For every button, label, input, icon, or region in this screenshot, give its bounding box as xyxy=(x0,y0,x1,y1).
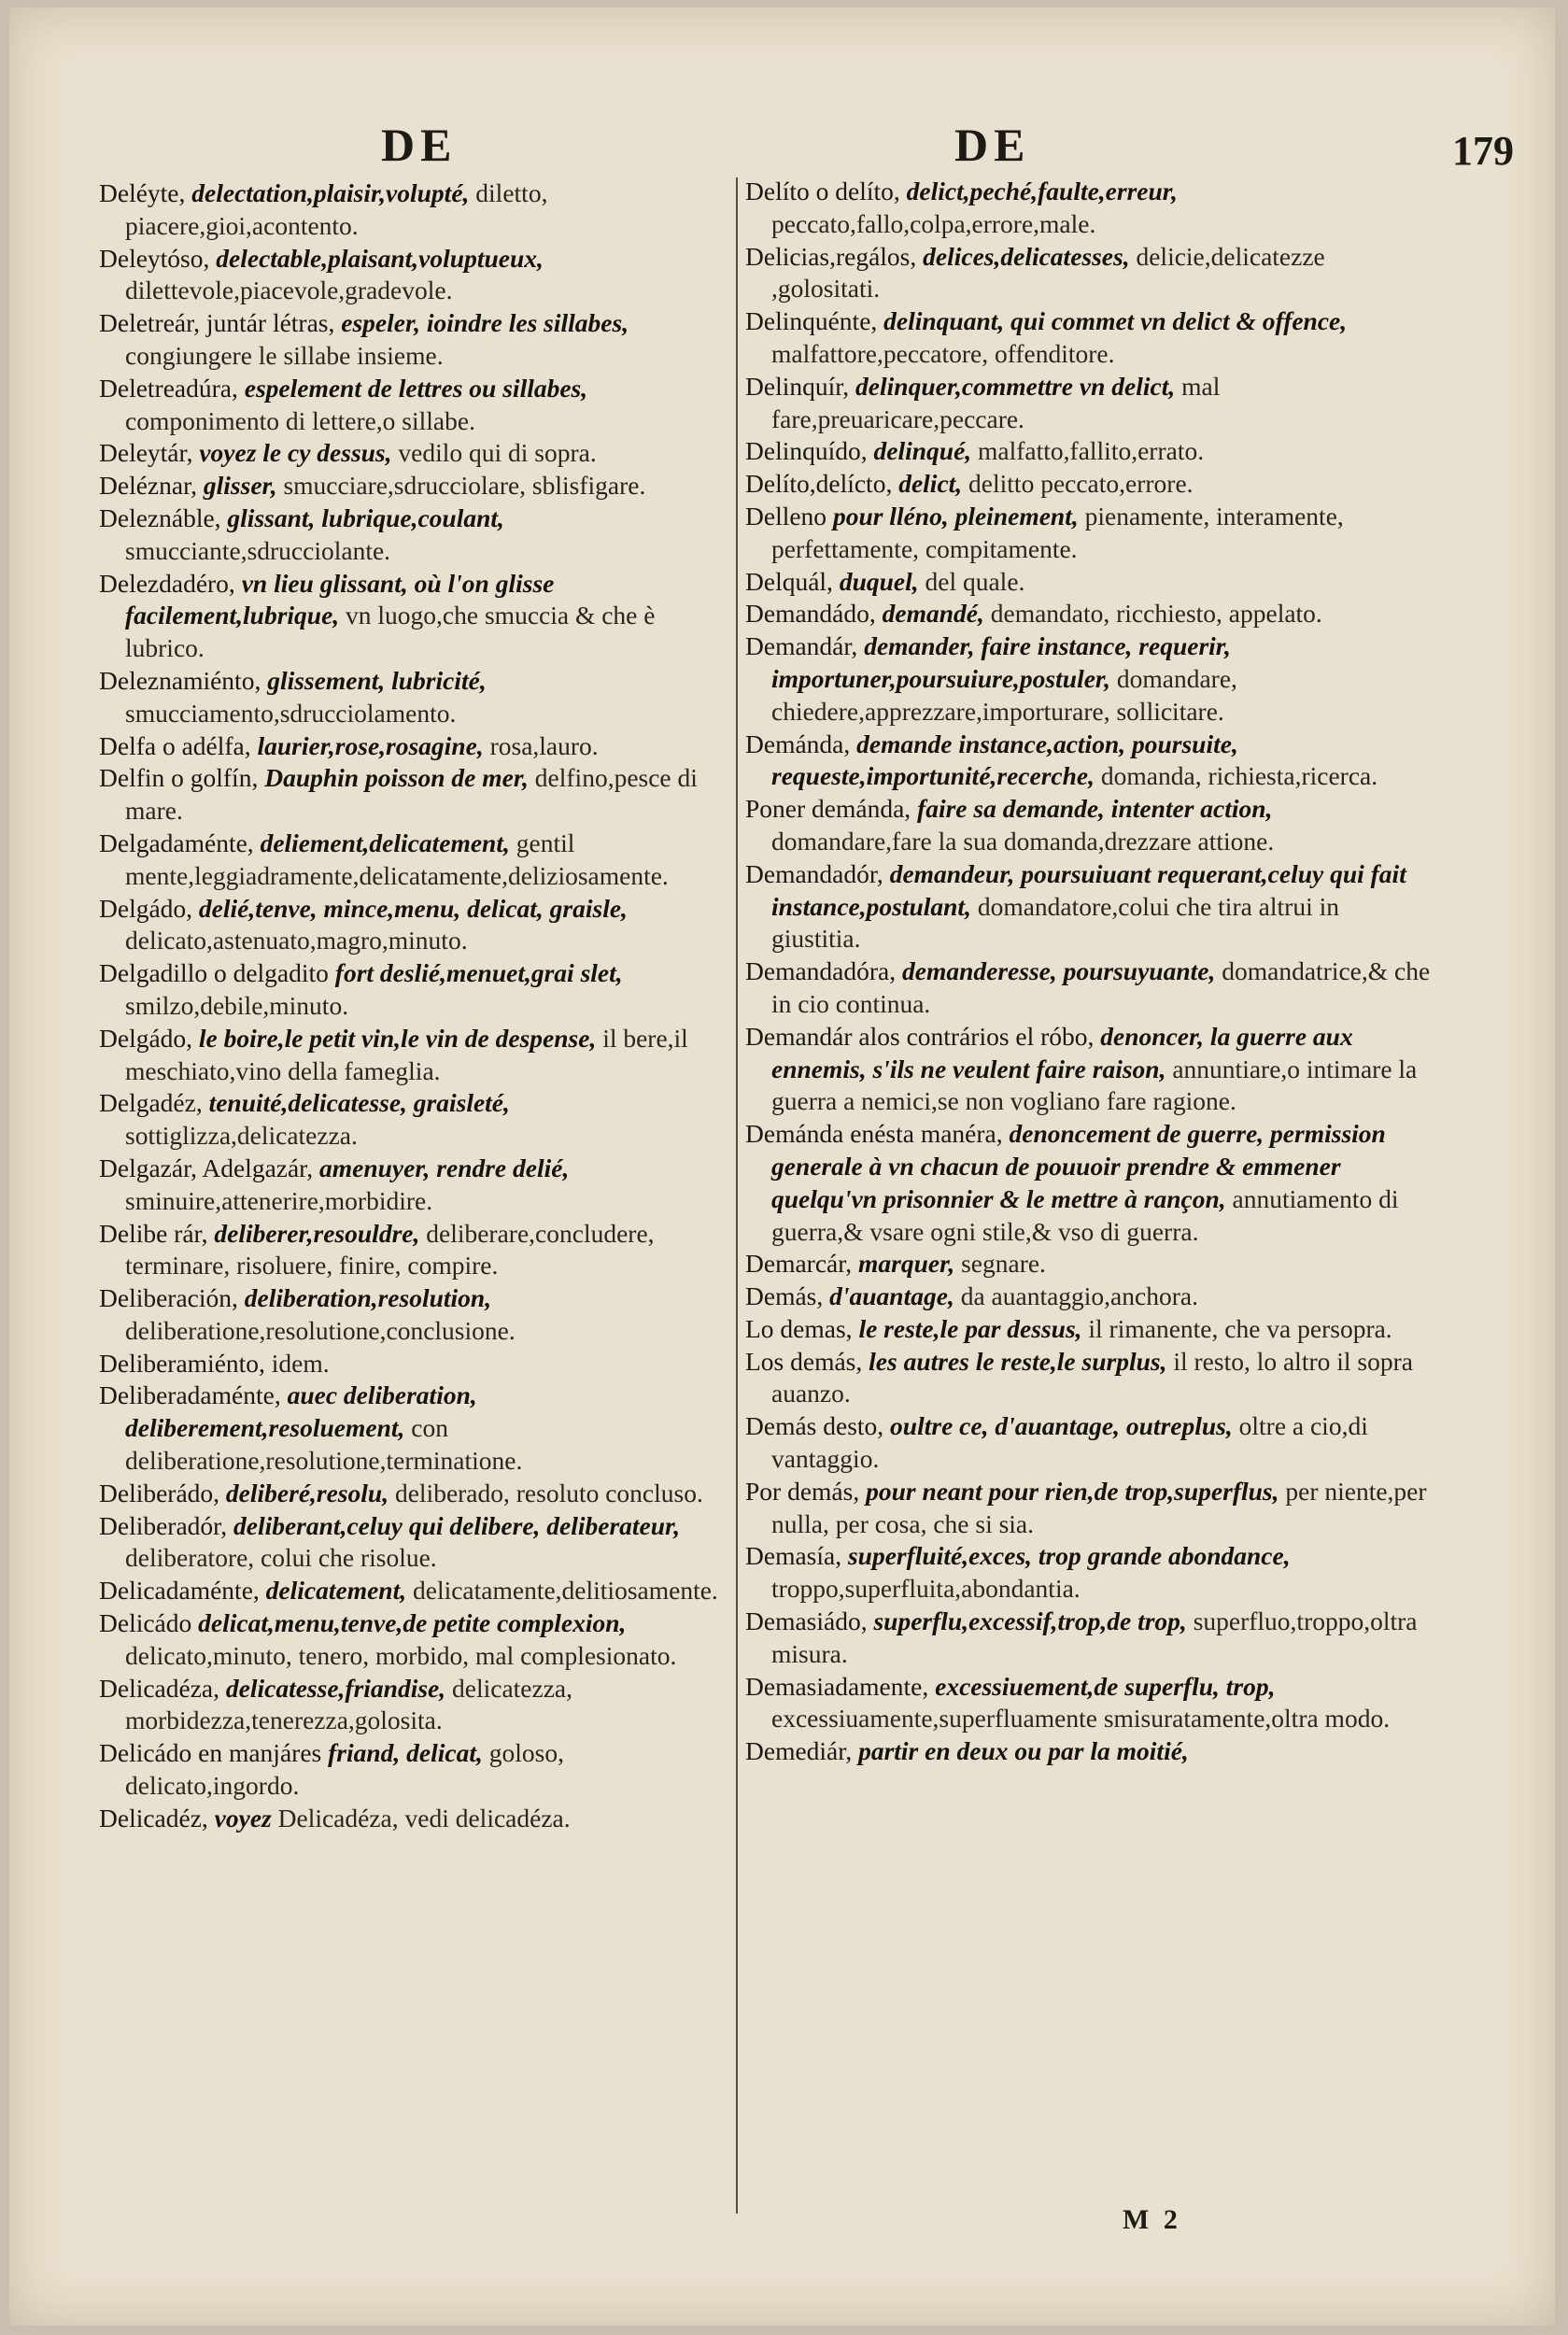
entry-headword: Delibe rár, xyxy=(99,1218,208,1248)
entry-italian: vedilo qui di sopra. xyxy=(398,438,597,468)
entry-headword: Deleznamiénto, xyxy=(99,665,261,695)
entry-french: demande instance,action, poursuite, requeste,importunité,recerche, xyxy=(771,729,1238,791)
entry-french: laurier,rose,rosagine, xyxy=(257,730,484,760)
entry-headword: Delfa o adélfa, xyxy=(99,730,251,760)
entry-french: delict, xyxy=(898,469,963,499)
entry-italian: annutiamento di guerra,& vsare ogni stile,& vso di guerra. xyxy=(771,1183,1399,1246)
entry-french: vn lieu glissant, où l'on glisse facilement,lubrique, xyxy=(125,568,555,630)
entry-french: deliberé,resolu, xyxy=(225,1478,389,1507)
dictionary-entry xyxy=(745,955,1432,1021)
entry-headword: Delinquír, xyxy=(745,371,850,401)
entry-french: les autres le reste,le surplus, xyxy=(869,1346,1167,1376)
entry-headword: Delicias,regálos, xyxy=(745,241,917,271)
entry-headword: Delgazár, Adelgazár, xyxy=(99,1153,314,1182)
entry-italian: delitto peccato,errore. xyxy=(968,469,1194,499)
entry-french: deliberer,resouldre, xyxy=(214,1218,420,1248)
entry-italian: superfluo,troppo,oltra misura. xyxy=(771,1606,1418,1668)
entry-french: delict,peché,faulte,erreur, xyxy=(906,177,1178,205)
entry-italian: domandare,fare la sua domanda,drezzare attione. xyxy=(771,826,1275,856)
dictionary-entry xyxy=(745,1313,1432,1346)
entry-italian: rosa,lauro. xyxy=(489,730,599,760)
entry-french: voyez le cy dessus, xyxy=(199,438,392,468)
page-number: 179 xyxy=(1452,128,1514,174)
entry-headword: Delicádo xyxy=(99,1608,192,1638)
dictionary-entry xyxy=(99,1737,727,1803)
entry-french: faire sa demande, intenter action, xyxy=(917,794,1273,824)
entry-french: superflu,excessif,trop,de trop, xyxy=(873,1606,1187,1636)
entry-italian: smucciamento,sdrucciolamento. xyxy=(125,698,457,728)
dictionary-entry xyxy=(745,305,1432,371)
dictionary-entry xyxy=(745,1281,1432,1313)
entry-italian: annuntiare,o intimare la guerra a nemici,se non vogliano fare ragione. xyxy=(771,1054,1418,1116)
entry-headword: Delinquído, xyxy=(745,436,868,466)
dictionary-entry xyxy=(99,307,727,373)
entry-headword: Demandadóra, xyxy=(745,956,897,986)
entry-italian: vn luogo,che smuccia & che è lubrico. xyxy=(125,601,656,663)
entry-french: friand, delicat, xyxy=(328,1738,483,1768)
entry-italian: domanda, richiesta,ricerca. xyxy=(1100,761,1378,791)
entry-headword: Deleznáble, xyxy=(99,502,221,532)
dictionary-entry xyxy=(99,1575,727,1607)
dictionary-entry xyxy=(99,373,727,438)
dictionary-entry xyxy=(745,1346,1432,1411)
entry-italian: malfattore,peccatore, offenditore. xyxy=(771,338,1115,368)
entry-french: deliement,delicatement, xyxy=(260,828,510,857)
entry-french: denoncement de guerre, permission generale à vn chacun de pouuoir prendre & emmener quelqu'vn prisonnier & le mettre à rançon, xyxy=(771,1119,1386,1213)
entry-headword: Deletreár, juntár létras, xyxy=(99,308,335,338)
entry-italian: malfatto,fallito,errato. xyxy=(978,436,1205,466)
entry-french: delinquant, qui commet vn delict & offence, xyxy=(883,306,1348,336)
entry-italian: delicie,delicatezze ,golositati. xyxy=(771,241,1325,304)
entry-french: delices,delicatesses, xyxy=(923,241,1130,271)
entry-french: oultre ce, d'auantage, outreplus, xyxy=(890,1411,1233,1441)
entry-french: delinqué, xyxy=(873,436,972,466)
entry-italian: Delicadéza, vedi delicadéza. xyxy=(277,1803,571,1833)
dictionary-entry xyxy=(745,241,1432,306)
entry-headword: Deleytóso, xyxy=(99,243,210,273)
entry-italian: deliberado, resoluto concluso. xyxy=(394,1478,703,1507)
entry-italian: delicatezza, morbidezza,tenerezza,golosita. xyxy=(125,1673,573,1735)
dictionary-entry xyxy=(99,762,727,828)
dictionary-entry xyxy=(745,630,1432,728)
entry-italian: demandato, ricchiesto, appelato. xyxy=(990,599,1322,629)
dictionary-entry xyxy=(99,730,727,763)
entry-italian: deliberatore, colui che risolue. xyxy=(125,1543,437,1573)
entry-headword: Deliberación, xyxy=(99,1283,238,1313)
dictionary-entry xyxy=(99,568,727,665)
entry-french: denoncer, la guerre aux ennemis, s'ils ne veulent faire raison, xyxy=(771,1021,1353,1083)
entry-french: delectation,plaisir,volupté, xyxy=(191,178,470,207)
dictionary-entry xyxy=(99,1087,727,1153)
entry-italian: delicatamente,delitiosamente. xyxy=(412,1576,718,1606)
entry-headword: Poner demánda, xyxy=(745,794,911,824)
entry-italian: sottiglizza,delicatezza. xyxy=(125,1121,358,1151)
entry-french: superfluité,exces, trop grande abondance, xyxy=(847,1541,1291,1571)
dictionary-entry xyxy=(99,437,727,470)
entry-italian: domandatrice,& che in cio continua. xyxy=(771,956,1431,1018)
dictionary-entry xyxy=(745,1606,1432,1671)
signature-mark: M 2 xyxy=(1123,2204,1181,2235)
dictionary-entry xyxy=(745,729,1432,794)
dictionary-entry xyxy=(745,598,1432,630)
dictionary-entry xyxy=(745,1021,1432,1118)
entry-french: voyez xyxy=(214,1803,272,1833)
dictionary-entry xyxy=(99,243,727,308)
dictionary-entry xyxy=(745,858,1432,955)
left-column xyxy=(99,177,727,1835)
entry-italian: delicato,minuto, tenero, morbido, mal complesionato. xyxy=(125,1640,677,1670)
entry-french: glissant, lubrique,coulant, xyxy=(227,502,504,532)
entry-italian: delfino,pesce di mare. xyxy=(125,763,698,826)
entry-french: amenuyer, rendre delié, xyxy=(319,1153,570,1182)
entry-headword: Delíto o delíto, xyxy=(745,177,900,205)
entry-italian: smilzo,debile,minuto. xyxy=(125,990,349,1020)
entry-headword: Delgádo, xyxy=(99,1023,193,1053)
entry-headword: Deliberadór, xyxy=(99,1510,228,1540)
dictionary-entry xyxy=(745,793,1432,858)
entry-french: demandeur, poursuiuant requerant,celuy qui fait instance,postulant, xyxy=(771,858,1406,921)
dictionary-entry xyxy=(99,1282,727,1348)
entry-french: demanderesse, poursuyuante, xyxy=(901,956,1216,986)
dictionary-entry xyxy=(99,1218,727,1283)
entry-italian: troppo,superfluita,abondantia. xyxy=(771,1574,1081,1604)
entry-headword: Deliberamiénto, xyxy=(99,1348,265,1378)
entry-french: delicatesse,friandise, xyxy=(225,1673,446,1703)
dictionary-entry xyxy=(745,435,1432,468)
entry-french: delicatement, xyxy=(265,1576,407,1606)
entry-headword: Delicadéza, xyxy=(99,1673,220,1703)
entry-italian: del quale. xyxy=(925,566,1025,596)
entry-french: excessiuement,de superflu, trop, xyxy=(935,1671,1276,1701)
entry-headword: Demandádo, xyxy=(745,599,876,629)
entry-french: le boire,le petit vin,le vin de despense, xyxy=(198,1023,597,1053)
entry-italian: delicato,astenuato,magro,minuto. xyxy=(125,926,468,955)
dictionary-entry xyxy=(99,957,727,1023)
entry-french: deliberation,resolution, xyxy=(244,1283,492,1313)
entry-headword: Delleno xyxy=(745,501,827,531)
entry-headword: Demandadór, xyxy=(745,858,883,888)
entry-french: le reste,le par dessus, xyxy=(858,1313,1082,1343)
dictionary-entry xyxy=(99,1023,727,1088)
dictionary-entry xyxy=(99,1803,727,1835)
entry-headword: Demediár, xyxy=(745,1736,853,1766)
dictionary-entry xyxy=(745,566,1432,599)
entry-headword: Deléyte, xyxy=(99,178,186,207)
running-head-left: DE xyxy=(381,119,458,171)
dictionary-entry xyxy=(99,1153,727,1218)
dictionary-entry xyxy=(99,1380,727,1477)
entry-italian: diletto, piacere,gioi,acontento. xyxy=(125,178,548,240)
entry-italian: sminuire,attenerire,morbidire. xyxy=(125,1185,433,1215)
dictionary-entry xyxy=(99,470,727,502)
entry-headword: Demánda, xyxy=(745,729,851,758)
dictionary-entry xyxy=(745,1735,1432,1768)
entry-french: d'auantage, xyxy=(829,1281,954,1311)
entry-headword: Delgádo, xyxy=(99,893,193,923)
dictionary-entry xyxy=(745,468,1432,501)
entry-french: delicat,menu,tenve,de petite complexion, xyxy=(198,1608,627,1638)
entry-italian: oltre a cio,di vantaggio. xyxy=(771,1411,1368,1474)
entry-italian: per niente,per nulla, per cosa, che si sia. xyxy=(771,1476,1427,1538)
dictionary-entry xyxy=(745,1118,1432,1248)
entry-headword: Demandár alos contrários el róbo, xyxy=(745,1021,1095,1051)
entry-headword: Demasía, xyxy=(745,1541,842,1571)
entry-french: pour lléno, pleinement, xyxy=(832,501,1079,531)
entry-french: deliberant,celuy qui delibere, deliberateur, xyxy=(233,1510,681,1540)
dictionary-entry xyxy=(99,177,727,243)
entry-french: espeler, ioindre les sillabes, xyxy=(341,308,629,338)
entry-italian: idem. xyxy=(271,1348,330,1378)
entry-headword: Deliberadaménte, xyxy=(99,1380,281,1410)
dictionary-entry xyxy=(745,1248,1432,1281)
entry-french: delectable,plaisant,voluptueux, xyxy=(216,243,544,273)
entry-headword: Delezdadéro, xyxy=(99,568,235,598)
dictionary-entry xyxy=(99,1510,727,1576)
entry-headword: Demasiádo, xyxy=(745,1606,868,1636)
dictionary-entry xyxy=(99,1673,727,1738)
entry-french: auec deliberation, deliberement,resoluement, xyxy=(125,1380,477,1443)
column-divider xyxy=(736,177,738,2214)
entry-french: demander, faire instance, requerir, importuner,poursuiure,postuler, xyxy=(771,631,1231,693)
entry-italian: deliberatione,resolutione,conclusione. xyxy=(125,1315,516,1345)
entry-french: marquer, xyxy=(858,1249,955,1279)
entry-italian: pienamente, interamente, perfettamente, compitamente. xyxy=(771,501,1344,563)
entry-headword: Deleytár, xyxy=(99,438,193,468)
entry-italian: deliberare,concludere, terminare, risoluere, finire, compire. xyxy=(125,1218,655,1281)
entry-headword: Demás, xyxy=(745,1281,824,1311)
dictionary-entry xyxy=(99,1607,727,1673)
entry-italian: smucciante,sdrucciolante. xyxy=(125,535,391,565)
entry-headword: Delicadéz, xyxy=(99,1803,208,1833)
dictionary-entry xyxy=(99,502,727,568)
entry-french: espelement de lettres ou sillabes, xyxy=(244,373,588,403)
entry-headword: Delíto,delícto, xyxy=(745,469,893,499)
entry-french: partir en deux ou par la moitié, xyxy=(858,1736,1189,1766)
entry-headword: Demandár, xyxy=(745,631,858,661)
entry-italian: smucciare,sdrucciolare, sblisfigare. xyxy=(283,471,646,501)
entry-headword: Por demás, xyxy=(745,1476,860,1506)
entry-headword: Delgadéz, xyxy=(99,1088,203,1118)
entry-italian: segnare. xyxy=(961,1249,1046,1279)
entry-italian: goloso, delicato,ingordo. xyxy=(125,1738,564,1801)
entry-italian: domandatore,colui che tira altrui in giustitia. xyxy=(771,891,1339,954)
entry-headword: Delquál, xyxy=(745,566,833,596)
entry-headword: Demánda enésta manéra, xyxy=(745,1119,1003,1149)
entry-italian: con deliberatione,resolutione,terminatione. xyxy=(125,1413,523,1476)
entry-headword: Delgadillo o delgadito xyxy=(99,958,329,988)
dictionary-entry xyxy=(745,1476,1432,1541)
entry-french: delié,tenve, mince,menu, delicat, graisle, xyxy=(198,893,628,923)
entry-french: delinquer,commettre vn delict, xyxy=(855,371,1176,401)
entry-italian: dilettevole,piacevole,gradevole. xyxy=(125,276,453,305)
entry-headword: Demás desto, xyxy=(745,1411,884,1441)
entry-french: pour neant pour rien,de trop,superflus, xyxy=(866,1476,1279,1506)
entry-french: fort deslié,menuet,grai slet, xyxy=(334,958,623,988)
entry-italian: il resto, lo altro il sopra auanzo. xyxy=(771,1346,1413,1408)
dictionary-entry xyxy=(99,1478,727,1510)
dictionary-entry xyxy=(745,176,1432,241)
entry-french: glisser, xyxy=(203,471,277,501)
entry-headword: Deléznar, xyxy=(99,471,198,501)
entry-italian: peccato,fallo,colpa,errore,male. xyxy=(771,208,1096,238)
entry-headword: Demarcár, xyxy=(745,1249,853,1279)
entry-italian: domandare, chiedere,apprezzare,importurare, sollicitare. xyxy=(771,663,1237,726)
entry-headword: Los demás, xyxy=(745,1346,863,1376)
dictionary-page xyxy=(9,7,1555,2326)
entry-headword: Demasiadamente, xyxy=(745,1671,929,1701)
entry-italian: il bere,il meschiato,vino della fameglia. xyxy=(125,1023,688,1085)
entry-italian: gentil mente,leggiadramente,delicatamente,deliziosamente. xyxy=(125,828,669,890)
entry-french: tenuité,delicatesse, graisleté, xyxy=(208,1088,510,1118)
entry-headword: Lo demas, xyxy=(745,1313,853,1343)
entry-french: duquel, xyxy=(839,566,919,596)
entry-french: Dauphin poisson de mer, xyxy=(264,763,529,793)
entry-headword: Deliberádo, xyxy=(99,1478,220,1507)
entry-headword: Delicádo en manjáres xyxy=(99,1738,322,1768)
right-column xyxy=(745,176,1432,1768)
dictionary-entry xyxy=(745,1671,1432,1736)
dictionary-entry xyxy=(99,828,727,893)
entry-italian: congiungere le sillabe insieme. xyxy=(125,340,444,370)
dictionary-entry xyxy=(745,501,1432,566)
entry-french: glissement, lubricité, xyxy=(267,665,487,695)
entry-italian: componimento di lettere,o sillabe. xyxy=(125,405,475,435)
entry-french: demandé, xyxy=(882,599,984,629)
entry-italian: excessiuamente,superfluamente smisuratamente,oltra modo. xyxy=(771,1704,1391,1734)
entry-italian: il rimanente, che va persopra. xyxy=(1088,1313,1392,1343)
entry-headword: Delicadaménte, xyxy=(99,1576,260,1606)
dictionary-entry xyxy=(745,1540,1432,1606)
entry-headword: Delfin o golfín, xyxy=(99,763,259,793)
dictionary-entry xyxy=(99,893,727,958)
dictionary-entry xyxy=(745,1410,1432,1476)
dictionary-entry xyxy=(99,1348,727,1380)
entry-headword: Deletreadúra, xyxy=(99,373,238,403)
entry-headword: Delinquénte, xyxy=(745,306,878,336)
running-head-right: DE xyxy=(954,119,1031,171)
dictionary-entry xyxy=(99,665,727,730)
entry-italian: mal fare,preuaricare,peccare. xyxy=(771,371,1221,433)
entry-italian: da auantaggio,anchora. xyxy=(960,1281,1198,1311)
dictionary-entry xyxy=(745,371,1432,436)
entry-headword: Delgadaménte, xyxy=(99,828,254,857)
